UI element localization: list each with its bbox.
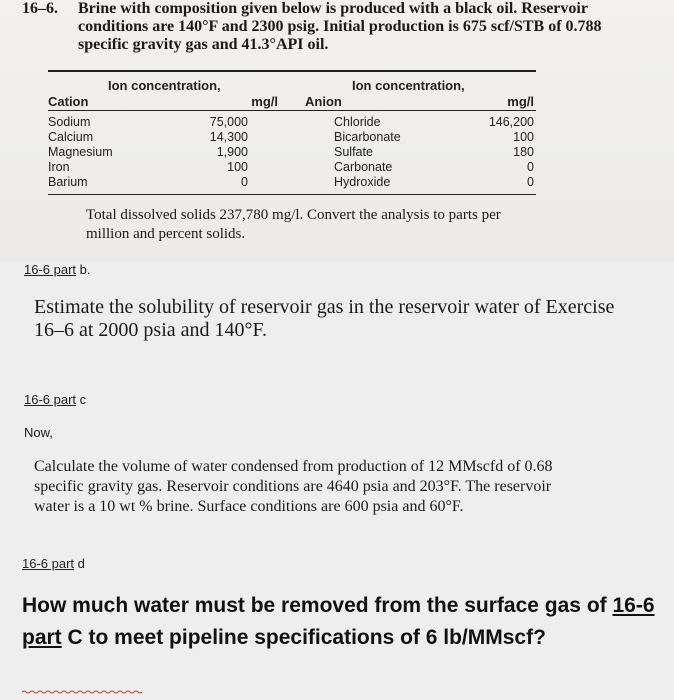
table-top-rule: [48, 70, 536, 72]
problem-statement: [22, 0, 642, 54]
problem-text: Brine with composition given below is produced with a black oil. Reservoir conditions are 140°F and 2300 psig. Initial production is 675 scf/STB of 0.788 specific gravity gas and 41.3°API oil.: [78, 0, 602, 53]
table-cell: Calcium: [48, 130, 94, 144]
problem-number: 16–6.: [22, 0, 58, 17]
now-text: Now,: [24, 425, 53, 440]
anion-group-header: Ion concentration,: [352, 78, 465, 93]
part-b-label: 16-6 part b.: [24, 262, 91, 277]
cation-column-header: Cation: [48, 94, 89, 109]
cation-values: [188, 115, 248, 190]
table-cell: 0: [527, 160, 534, 174]
table-cell: Bicarbonate: [334, 130, 401, 144]
part-d-label: 16-6 part d: [22, 556, 85, 571]
cation-unit-header: mg/l: [251, 94, 278, 109]
table-cell: Hydroxide: [334, 175, 391, 189]
table-cell: 75,000: [209, 115, 248, 129]
table-cell: 0: [241, 175, 248, 189]
part-b-link[interactable]: 16-6 part: [24, 262, 77, 277]
anion-names: [334, 115, 401, 190]
table-cell: Barium: [48, 175, 88, 189]
table-cell: 100: [227, 160, 248, 174]
part-c-link[interactable]: 16-6 part: [24, 392, 77, 407]
table-cell: 146,200: [488, 115, 534, 129]
table-cell: 1,900: [216, 145, 248, 159]
anion-values: [470, 115, 534, 190]
table-cell: 0: [527, 175, 534, 189]
cation-group-header: Ion concentration,: [108, 78, 221, 93]
table-cell: 100: [513, 130, 534, 144]
table-bottom-rule: [48, 194, 536, 195]
table-cell: Carbonate: [334, 160, 393, 174]
total-dissolved-solids-text: Total dissolved solids 237,780 mg/l. Convert the analysis to parts per million and percent solids.: [86, 207, 501, 242]
part-d-link[interactable]: 16-6 part: [22, 556, 75, 571]
spellcheck-underline: [22, 690, 144, 694]
table-cell: Chloride: [334, 115, 381, 129]
table-cell: Sulfate: [334, 145, 373, 159]
table-cell: 180: [513, 145, 534, 159]
table-header-rule: [48, 110, 536, 111]
part-c-question: Calculate the volume of water condensed from production of 12 MMscfd of 0.68 specific gravity gas. Reservoir conditions are 4640 psia and 203°F. The reservoir water is a 10 wt % brine. Surface conditions are 600 psia and 60°F.: [34, 458, 553, 515]
anion-column-header: Anion: [305, 94, 342, 109]
table-cell: 14,300: [209, 130, 248, 144]
part-b-question: Estimate the solubility of reservoir gas in the reservoir water of Exercise 16–6 at 2000 psia and 140°F.: [34, 296, 615, 341]
cation-names: [48, 115, 113, 190]
part-c-label: 16-6 part c: [24, 392, 87, 407]
part-d-inline-link[interactable]: 16-6 part: [22, 594, 655, 649]
part-d-question: How much water must be removed from the surface gas of 16-6 part C to meet pipeline specifications of 6 lb/MMscf?: [22, 594, 655, 649]
table-cell: Magnesium: [48, 145, 113, 159]
anion-unit-header: mg/l: [507, 94, 534, 109]
table-cell: Iron: [48, 160, 70, 174]
table-cell: Sodium: [48, 115, 91, 129]
